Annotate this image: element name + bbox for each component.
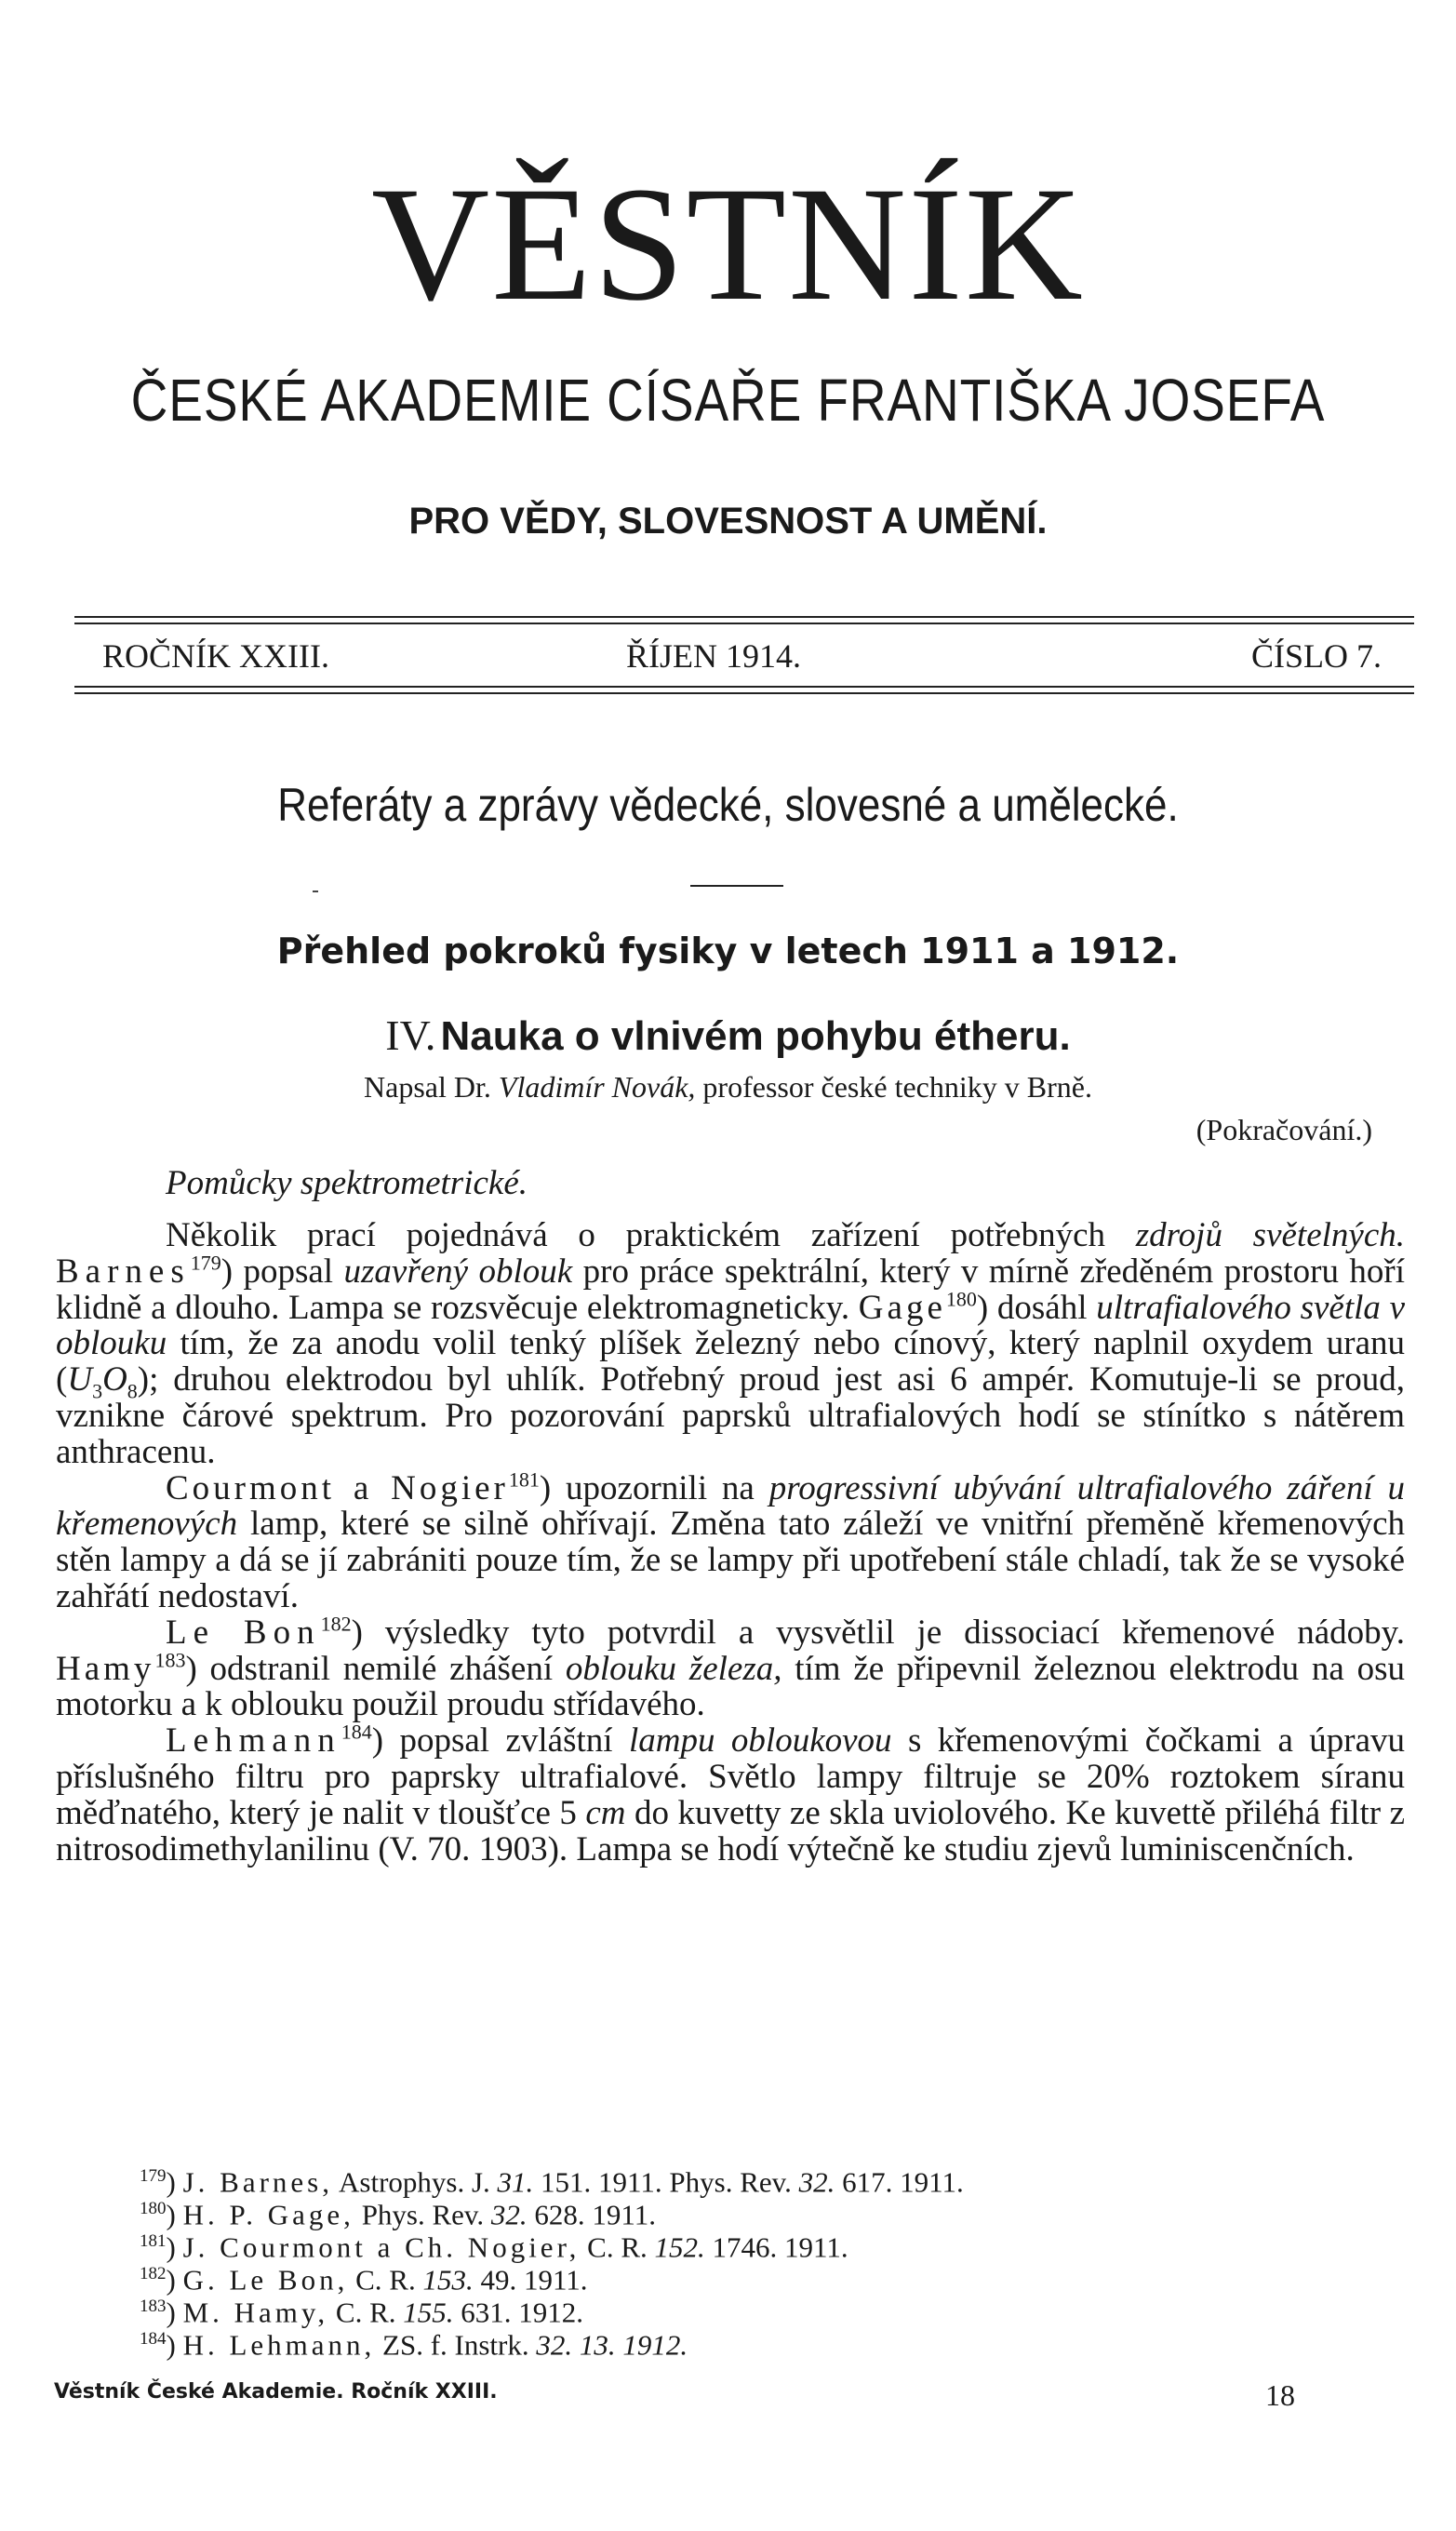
footnote-181: $^{181}$) J. Courmont a Ch. Nogier, C. R. 152. 1746. 1911. xyxy=(140,2230,848,2264)
journal-subtitle: ČESKÉ AKADEMIE CÍSAŘE FRANTIŠKA JOSEFA xyxy=(130,367,1326,434)
top-double-rule-2 xyxy=(74,623,1414,624)
footnote-182: $^{182}$) G. Le Bon, C. R. 153. 49. 1911. xyxy=(140,2263,588,2297)
issue-number: ČÍSLO 7. xyxy=(1250,637,1382,675)
page-number: 18 xyxy=(1265,2378,1295,2412)
section-title: Referáty a zprávy vědecké, slovesné a umělecké. xyxy=(277,779,1179,831)
part-title-text: Nauka o vlnivém pohybu étheru. xyxy=(440,1013,1071,1059)
footnote-184: $^{184}$) H. Lehmann, ZS. f. Instrk. 32. 13. 1912. xyxy=(140,2327,688,2361)
top-double-rule-1 xyxy=(74,616,1414,618)
footnote-180: $^{180}$) H. P. Gage, Phys. Rev. 32. 628. 1911. xyxy=(140,2198,657,2231)
footnote-179: $^{179}$) J. Barnes, Astrophys. J. 31. 151. 1911. Phys. Rev. 32. 617. 1911. xyxy=(140,2165,964,2199)
paragraph-1: Několik prací pojednává o praktickém zařízení potřebných zdrojů světelných. Barnes$^{179}$) popsal uzavřený oblouk pro práce spektrální, který v mírně zředěném prostoru hoří klidně a dlouho. Lampa se rozsvěcuje elektromagneticky. Gage$^{180}$) dosáhl ultrafialového světla v oblouku tím, že za anodu volil tenký plíšek železný nebo cínový, který naplnil oxydem uranu $(U_3O_8)$; druhou elektrodou byl uhlík. Potřebný proud jest asi 6 ampér. Komutuje-li se proud, vznikne čárové spektrum. Pro pozorování paprsků ultrafialových hodí se stínítko s nátěrem anthracenu. xyxy=(56,1216,1406,1471)
author-line: Napsal Dr. Vladimír Novák, professor české techniky v Brně. xyxy=(364,1070,1092,1104)
article-title: Přehled pokroků fysiky v letech 1911 a 1912. xyxy=(276,931,1180,971)
author-name: Vladimír Novák, xyxy=(498,1070,696,1104)
article-body xyxy=(56,1218,1405,1868)
bottom-double-rule-1 xyxy=(74,686,1414,688)
part-number: IV. xyxy=(385,1011,436,1059)
section-divider xyxy=(690,885,783,887)
journal-title: VĚSTNÍK xyxy=(371,154,1085,335)
footnotes xyxy=(140,2163,1405,2359)
footer-journal-name: Věstník České Akademie. Ročník XXIII. xyxy=(54,2380,498,2404)
volume-label: ROČNÍK XXIII. xyxy=(102,637,329,675)
subheading: Pomůcky spektrometrické. xyxy=(166,1164,528,1202)
part-title xyxy=(0,1011,1456,1059)
journal-subtitle-2: PRO VĚDY, SLOVESNOST A UMĚNÍ. xyxy=(408,501,1048,542)
paragraph-4: Lehmann$^{184}$) popsal zvláštní lampu obloukovou s křemenovými čočkami a úpravu příslušného filtru pro paprsky ultrafialové. Světlo lampy filtruje se 20% roztokem síranu měďnatého, který je nalit v tloušťce 5 cm do kuvetty ze skla uviolového. Ke kuvettě přiléhá filtr z nitrosodimethylanilinu (V. 70. 1903). Lampa se hodí výtečně ke studiu zjevů luminiscenčních. xyxy=(56,1720,1406,1868)
issue-line xyxy=(102,636,1382,676)
footnote-183: $^{183}$) M. Hamy, C. R. 155. 631. 1912. xyxy=(140,2296,583,2329)
continuation-note: (Pokračování.) xyxy=(1196,1113,1372,1146)
paragraph-2: Courmont a Nogier$^{181}$) upozornili na progressivní ubývání ultrafialového záření u křemenových lamp, které se silně ohřívají. Změna tato záleží ve vnitřní přeměně křemenových stěn lampy a dá se jí zabrániti pouze tím, že se lampy při upotřebení stále chladí, tak že se vysoké zahřátí nedostaví. xyxy=(56,1467,1406,1615)
bottom-double-rule-2 xyxy=(74,692,1414,694)
divider-dash xyxy=(313,891,318,892)
issue-date: ŘÍJEN 1914. xyxy=(626,637,801,675)
paragraph-3: Le Bon$^{182}$) výsledky tyto potvrdil a vysvětlil je dissociací křemenové nádoby. Hamy$^{183}$) odstranil nemilé zhášení oblouku železa, tím že připevnil železnou elektrodu na osu motorku a k oblouku použil proudu střídavého. xyxy=(56,1612,1406,1724)
